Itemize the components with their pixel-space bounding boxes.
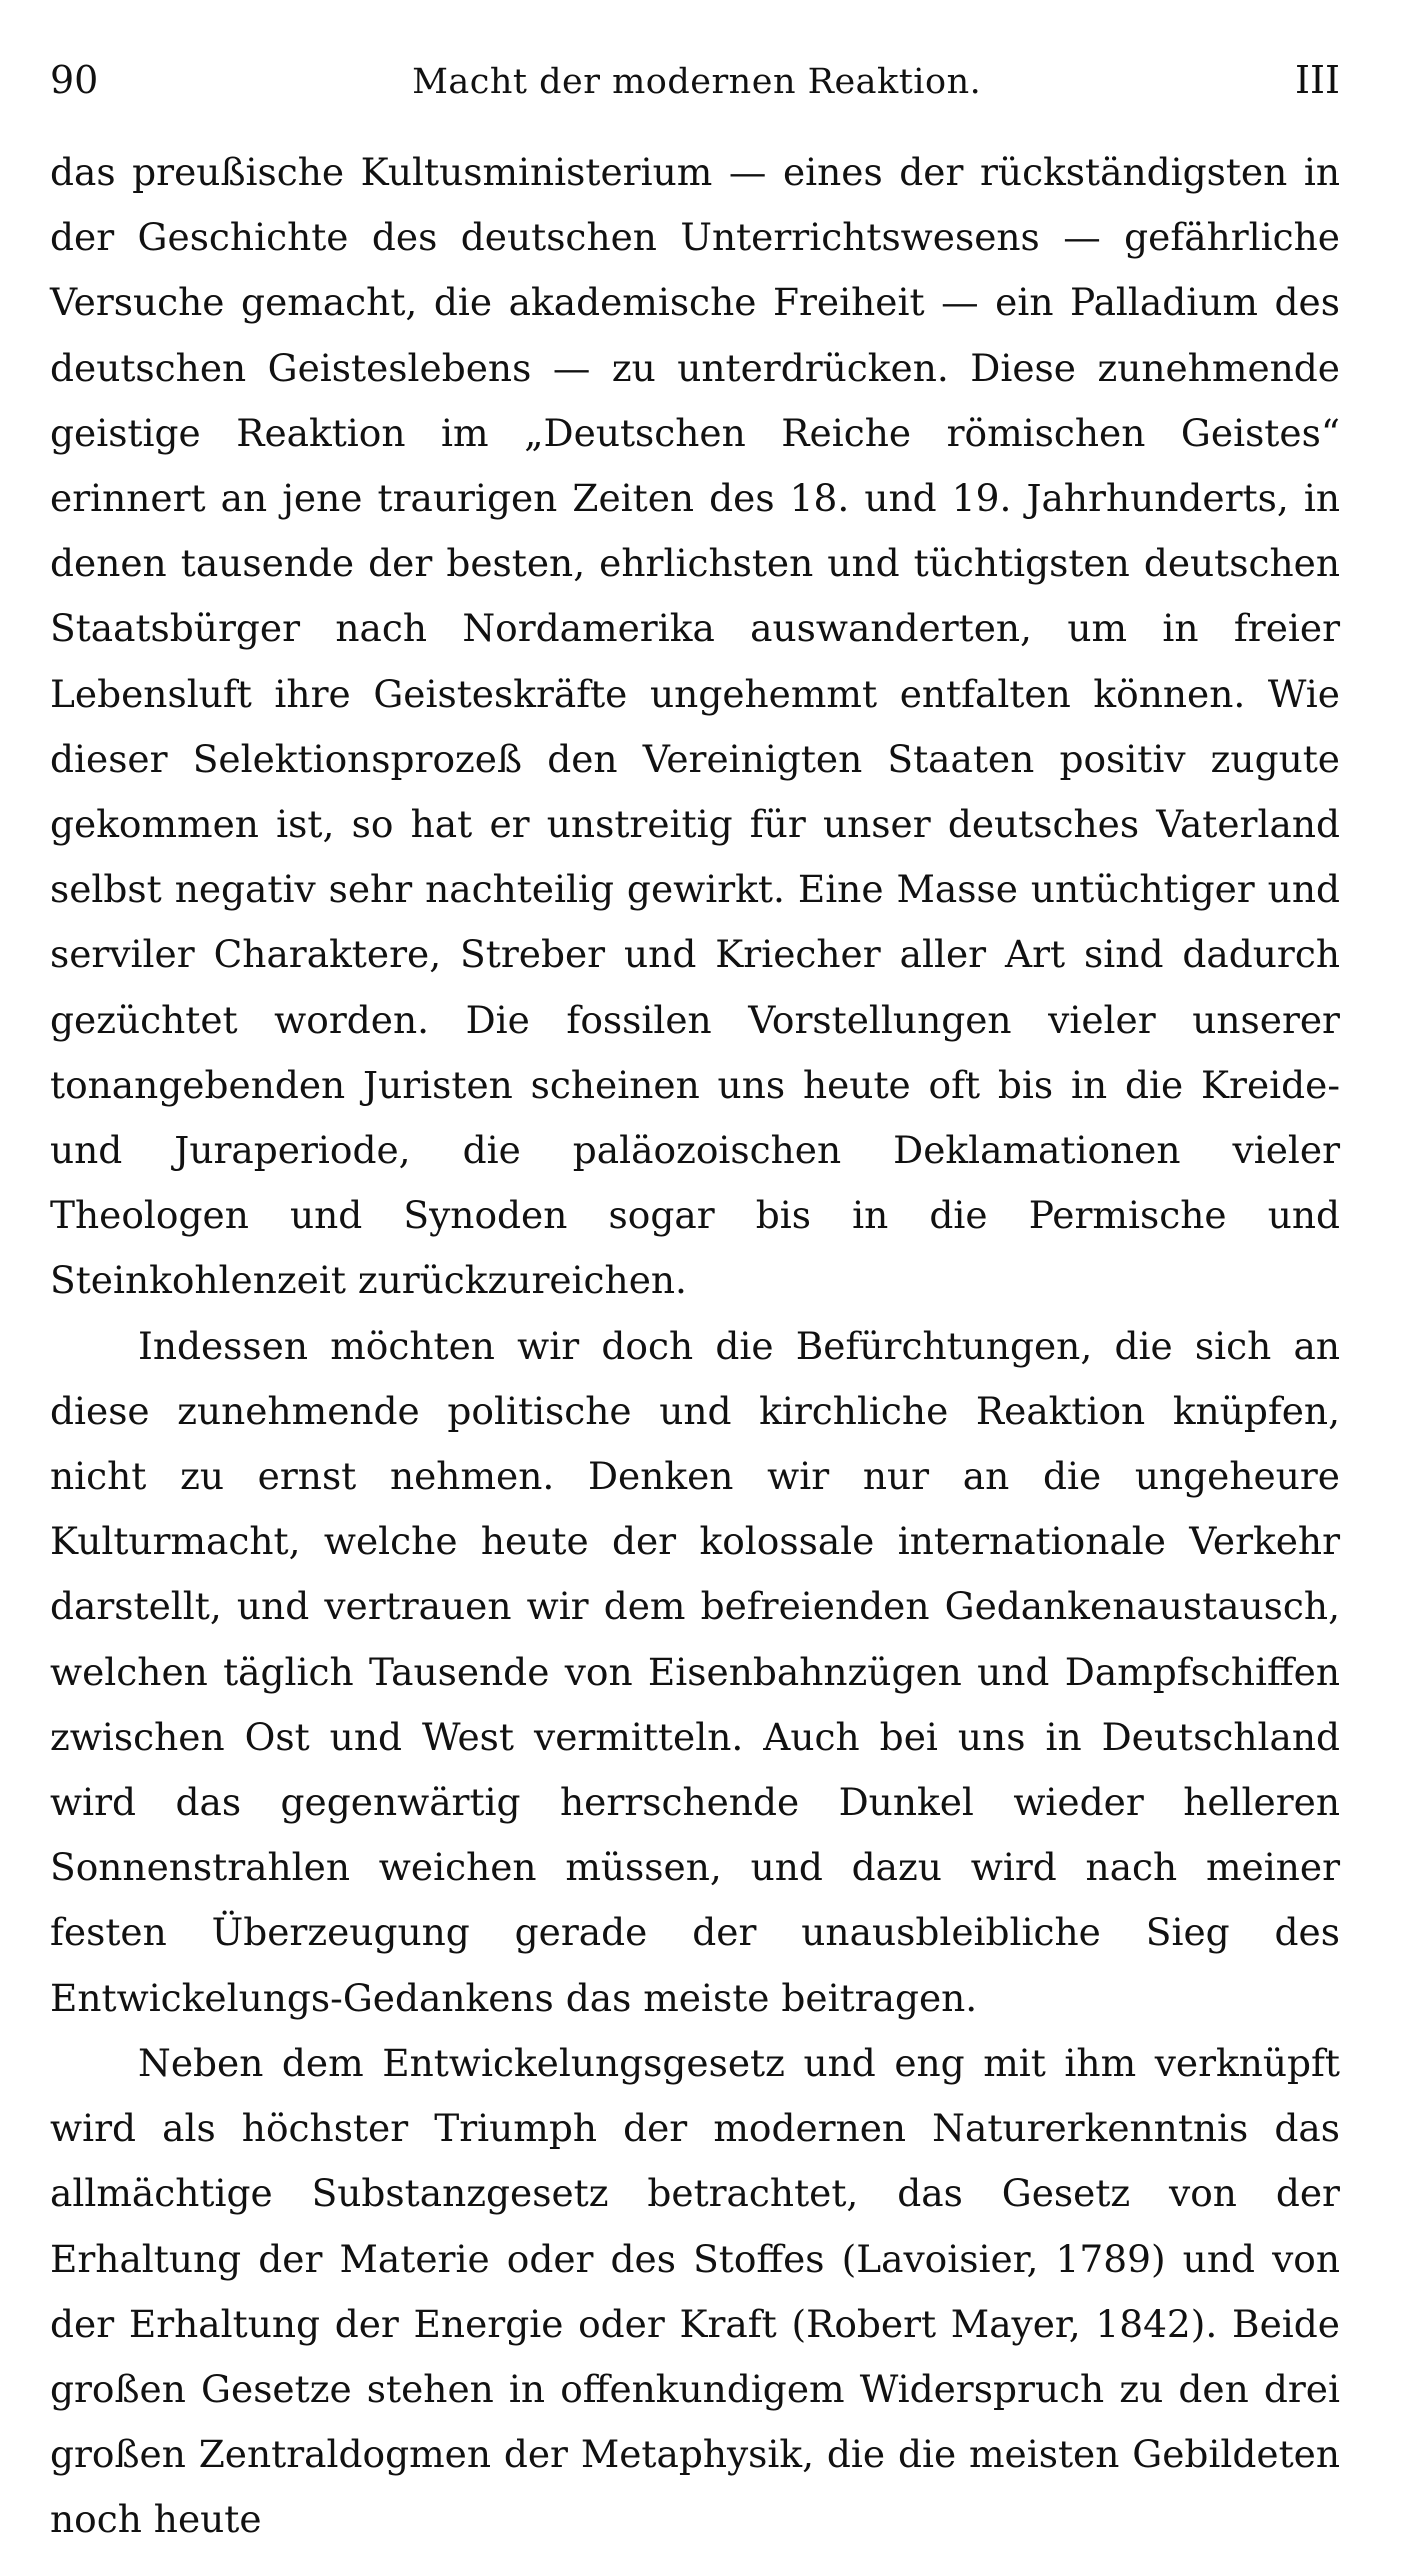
paragraph: Indessen möchten wir doch die Befürchtungen, die sich an diese zunehmende politische und kirchliche Reaktion knüpfen, nicht zu ernst nehmen. Denken wir nur an die ungeheure Kulturmacht, welche heute der kolossale internationale Verkehr darstellt, und vertrauen wir dem befreienden Gedankenaustausch, welchen täglich Tausende von Eisenbahnzügen und Dampfschiffen zwischen Ost und West vermitteln. Auch bei uns in Deutschland wird das gegenwärtig herrschende Dunkel wieder helleren Sonnenstrahlen weichen müssen, und dazu wird nach meiner festen Überzeugung gerade der unausbleibliche Sieg des Entwickelungs-Gedankens das meiste beitragen. (50, 1323, 1340, 2020)
paragraph: Neben dem Entwickelungsgesetz und eng mit ihm verknüpft wird als höchster Triumph der modernen Naturerkenntnis das allmächtige Substanzgesetz betrachtet, das Gesetz von der Erhaltung der Materie oder des Stoffes (Lavoisier, 1789) und von der Erhaltung der Energie oder Kraft (Robert Mayer, 1842). Beide großen Gesetze stehen in offenkundigem Widerspruch zu den drei großen Zentraldogmen der Metaphysik, die die meisten Gebildeten noch heute (50, 2040, 1340, 2542)
paragraph: das preußische Kultusministerium — eines der rückständigsten in der Geschichte des deutschen Unterrichtswesens — gefährliche Versuche gemacht, die akademische Freiheit — ein Palladium des deutschen Geisteslebens — zu unterdrücken. Diese zunehmende geistige Reaktion im „Deutschen Reiche römischen Geistes“ erinnert an jene traurigen Zeiten des 18. und 19. Jahrhunderts, in denen tausende der besten, ehrlichsten und tüchtigsten deutschen Staatsbürger nach Nordamerika auswanderten, um in freier Lebensluft ihre Geisteskräfte ungehemmt entfalten können. Wie dieser Selektionsprozeß den Vereinigten Staaten positiv zugute gekommen ist, so hat er unstreitig für unser deutsches Vaterland selbst negativ sehr nachteilig gewirkt. Eine Masse untüchtiger und serviler Charaktere, Streber und Kriecher aller Art sind dadurch gezüchtet worden. Die fossilen Vorstellungen vieler unserer tonangebenden Juristen scheinen uns heute oft bis in die Kreide- und Juraperiode, die paläozoischen Deklamationen vieler Theologen und Synoden sogar bis in die Permische und Steinkohlenzeit zurückzureichen. (50, 150, 1340, 1303)
book-page (50, 58, 1340, 2553)
chapter-number: III (1294, 58, 1340, 102)
body-text (50, 140, 1340, 2553)
running-title: Macht der modernen Reaktion. (412, 62, 982, 102)
page-number: 90 (50, 58, 99, 102)
page-header (50, 58, 1340, 118)
